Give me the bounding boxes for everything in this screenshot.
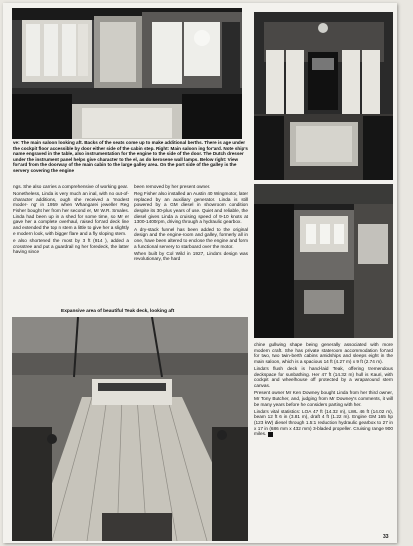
photo-galley [254, 184, 393, 338]
photo-saloon-aft [12, 8, 242, 139]
page-number: 33 [383, 534, 389, 540]
paragraph: Reg Fisher also installed an Austin 40 Wingmotor, later replaced by an auxiliary generator. Linda is still powered by a GM diesel in showroom condition despite its 30-plus years of use. Quiet and reliable, the diesel gives Linda a cruising speed of 9-10 knots at 1300-1400rpm, driving through a hydraulic gearbox. [134, 191, 248, 225]
vital-statistics-text: Linda's vital statistics: LOA 47 ft (14.32 m), LWL 46 ft (14.02 m), beam 12 ft 6 in (3.81 m), draft 4 ft (1.22 m). Engine GM 165 hp (123 kW) diesel through 1.5:1 reduction hydraulic gearbox to 27 in x 17 in (686 mm x 432 mm) 3-bladed propeller. Cruising range 900 miles. [254, 408, 393, 437]
paragraph: When built by Col Wild in 1927, Linda's design was revolutionary, the hard [134, 250, 248, 262]
text-column-middle [134, 184, 248, 264]
paragraph: ngs. She also carries a comprehensive of working gear. [13, 184, 129, 189]
paragraph [254, 409, 393, 437]
text-column-right [254, 342, 393, 439]
paragraph: A dry-stack funnel has been added to the original design and the engine-room and galley, formerly all in one, have been altered to enclose the engine and form a functional servery to starboard over the motor. [134, 226, 248, 249]
paragraph: Linda's flush deck is hand-laid Teak, offering tremendous deckspace for sunbathing. Her 47 ft (14.32 m) hull is Kauri, with cockpit and wheelhouse off protected by a wraparound stern canvas. [254, 366, 393, 389]
paragraph: Present owner Mr Ken Downey bought Linda from her third owner, Mr Tony Butcher, and, judging from Mr Downey's comments, it will be many years before he considers parting with her. [254, 390, 393, 407]
caption-top-photos: ve: The main saloon looking aft. Backs of the seats come up to make additional berths. There is age under the cockpit floor accessible by door either side of the cabin step. Right: Main saloon ing for'ard. Note ship's name engraved in the table, also instrumentation for the engine to the side of the door. The Dutch dresser under the instrument panel helps give character to the el, as do kerosene wall lamps. Below right: View for'ard from the doorway of the main cabin to the large galley area. On the port side of the galley is the servery covering the engine [13, 140, 248, 173]
end-of-article-mark [268, 432, 273, 437]
paragraph: Nonetheless, Linda is very much an inal, with no out-of-character additions, ough she received a 'modest moder- ng' in 1959 when Whangarei jeweller Reg Fisher bought her from her second er, Mr W.R. Smales. Linda had been up in a shed for some time, so Mr er gave her a complete overhaul, raised for'ard deck line and extended the top n stem a little to give her a slightly e modern look, with bigger flare and a fly sloping stem. [13, 191, 129, 236]
magazine-page [3, 3, 397, 543]
paragraph: been removed by her present owner. [134, 184, 211, 189]
photo-teak-deck [12, 317, 248, 541]
photo-saloon-forward [254, 12, 393, 180]
photo-label-deck: Expansive area of beautiful Teak deck, looking aft [61, 309, 175, 314]
paragraph: chine gullwing shape being generally associated with more modern craft. She has private stateroom accommodation for'ard for two, two twin-berth cabins amidships and sleeps eight in the main saloon, which is a spacious 14 ft (4.27 m) x 9 ft (2.74 m). [254, 342, 393, 364]
text-column-left [13, 184, 129, 256]
paragraph: e also shortened the most by 3 ft (914 ), added a crosstree and put a guardrail ng her foredeck, the latter having since [13, 237, 129, 255]
